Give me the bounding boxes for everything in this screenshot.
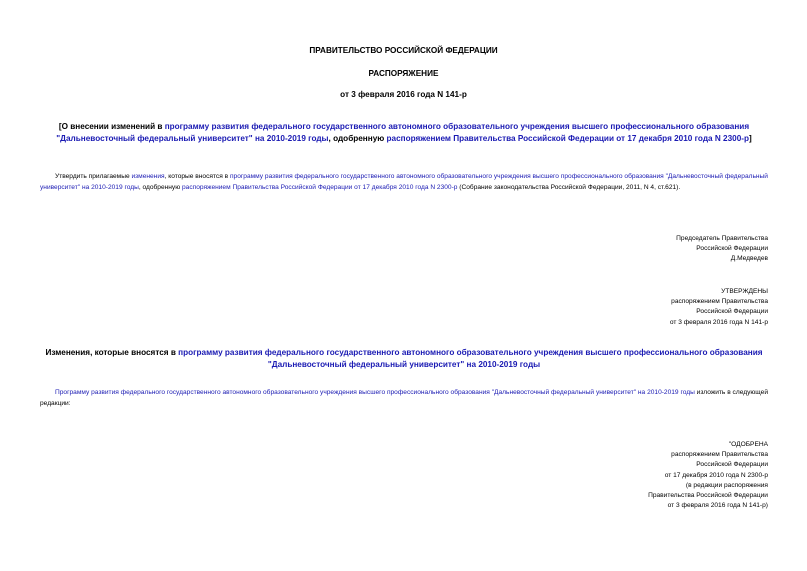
signature-block: [528, 234, 768, 265]
approved-by: распоряжением Правительства: [671, 298, 768, 306]
intro-order-link[interactable]: распоряжением Правительства Российской Федерации от 17 декабря 2010 года N 2300-р: [182, 184, 458, 192]
changes-title: [40, 347, 768, 370]
endorsed-block: [528, 440, 768, 511]
endorsed-revision-date: от 3 февраля 2016 года N 141-р): [667, 502, 768, 510]
title-middle: , одобренную: [328, 133, 387, 143]
endorsed-by: распоряжением Правительства: [671, 451, 768, 459]
intro-text-3: , одобренную: [138, 184, 182, 192]
approved-date: от 3 февраля 2016 года N 141-р: [669, 318, 768, 326]
changes-paragraph: [40, 387, 768, 410]
changes-title-prefix: Изменения, которые вносятся в: [45, 348, 179, 357]
intro-text-2: , которые вносятся в: [164, 173, 230, 180]
endorsed-date: от 17 декабря 2010 года N 2300-р: [664, 471, 768, 479]
title-suffix: ]: [748, 133, 752, 143]
intro-text-4: (Собрание законодательства Российской Федерации, 2011, N 4, ст.621).: [457, 184, 681, 192]
document-title: [40, 121, 768, 144]
intro-text-1: Утвердить прилагаемые: [55, 173, 132, 180]
approved-block: [528, 287, 768, 328]
signature-name: Д.Медведев: [730, 255, 768, 263]
government-heading: ПРАВИТЕЛЬСТВО РОССИЙСКОЙ ФЕДЕРАЦИИ: [309, 46, 498, 55]
endorsed-revision-gov: Правительства Российской Федерации: [648, 492, 768, 500]
endorsed-country: Российской Федерации: [696, 461, 768, 469]
endorsed-revision: (в редакции распоряжения: [685, 481, 768, 489]
document-type-heading: РАСПОРЯЖЕНИЕ: [368, 69, 439, 78]
intro-paragraph: [40, 171, 768, 194]
changes-program-link[interactable]: Программу развития федерального государственного автономного образовательного учреждения высшего профессионального образования "Дальневосточный федеральный университет" на 2010-2019 годы: [55, 389, 695, 396]
intro-program-link[interactable]: программу развития федерального государственного автономного образовательного учреждения высшего профессионального образования "Дальневосточный федеральный университет" на 2010-2019 годы: [40, 173, 768, 192]
endorsed-label: "ОДОБРЕНА: [728, 441, 768, 448]
signature-country: Российской Федерации: [696, 245, 768, 253]
approved-label: УТВЕРЖДЕНЫ: [721, 288, 768, 295]
changes-title-program-link[interactable]: программу развития федерального государственного автономного образовательного учреждения высшего профессионального образования "Дальневосточный федеральный университет" на 2010-2019 годы: [178, 348, 763, 369]
document-date: от 3 февраля 2016 года N 141-р: [340, 90, 467, 99]
signature-position: Председатель Правительства: [676, 235, 768, 242]
approved-country: Российской Федерации: [696, 308, 768, 316]
intro-changes-link[interactable]: изменения: [131, 173, 165, 180]
title-prefix: [О внесении изменений в: [58, 122, 165, 131]
changes-rest: изложить в следующей редакции:: [40, 389, 769, 408]
title-order-link[interactable]: распоряжением Правительства Российской Федерации от 17 декабря 2010 года N 2300-р: [386, 133, 749, 143]
title-program-link[interactable]: программу развития федерального государственного автономного образовательного учреждения высшего профессионального образования "Дальневосточный федеральный университет" на 2010-2019 годы: [56, 122, 750, 143]
